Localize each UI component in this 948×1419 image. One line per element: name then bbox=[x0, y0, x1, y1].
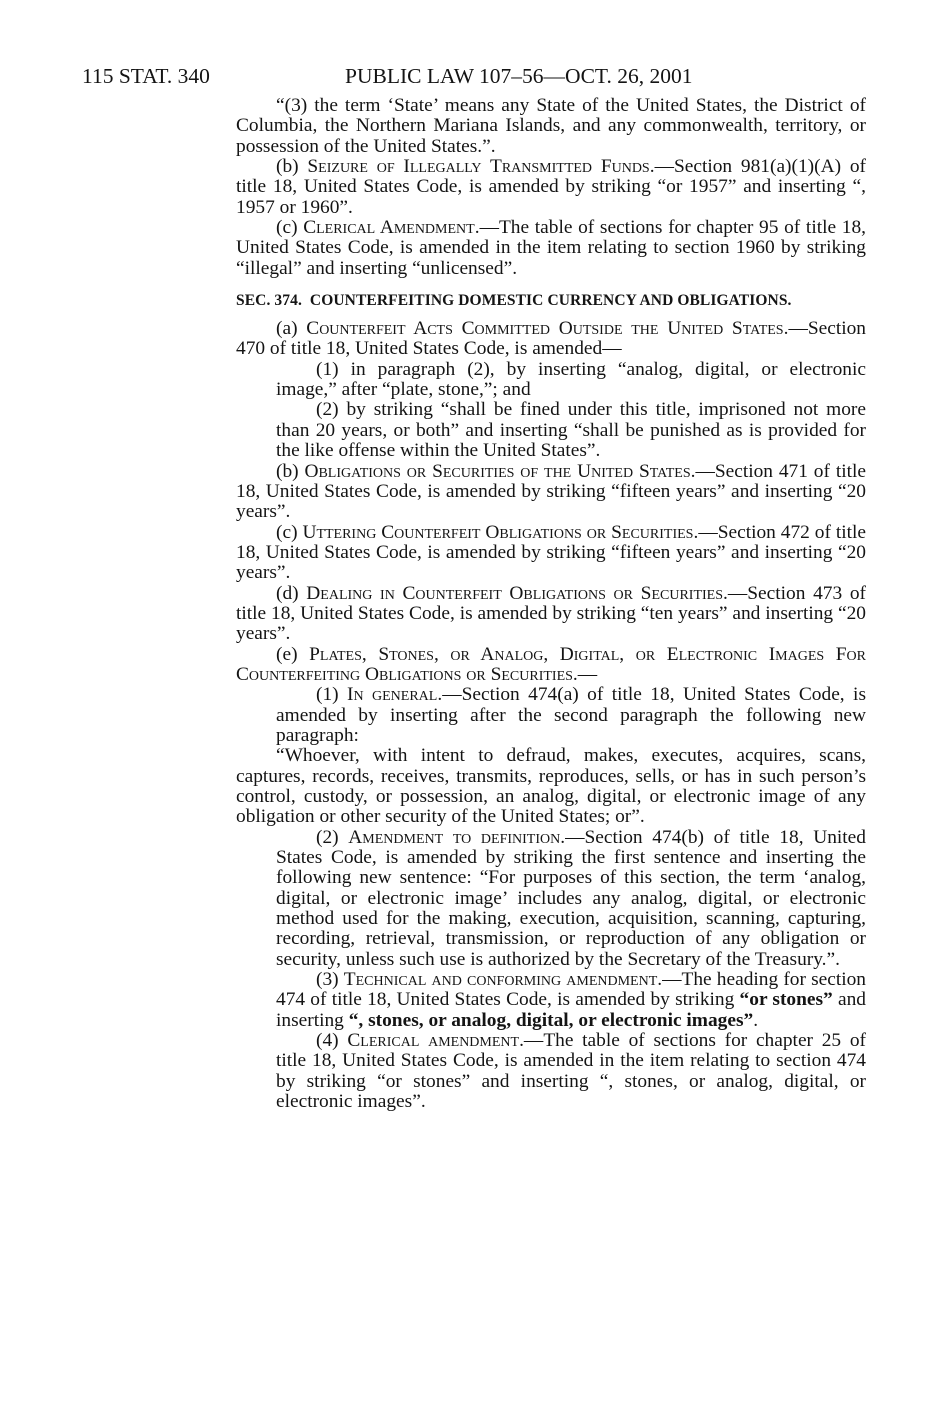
paragraph-text: —Section 474(a) of title 18, United States Code, is amended by inserting after the second paragraph the following new paragraph: bbox=[276, 684, 866, 746]
paragraph-b-seizure bbox=[236, 157, 866, 218]
subsection-label: (a) bbox=[276, 318, 307, 340]
statute-page-number: 115 STAT. 340 bbox=[82, 64, 210, 88]
subsection-heading: Counterfeit Acts Committed Outside the United States. bbox=[306, 318, 789, 340]
subsection-d bbox=[236, 584, 866, 645]
paragraph-e3: (3) Technical and conforming amendment.—The heading for section 474 of title 18, United States Code, is amended by striking “or stones” and inserting “, stones, or analog, digital, or electronic images”. bbox=[276, 969, 866, 1031]
paragraph-label: (3) bbox=[316, 969, 344, 991]
paragraph-heading: Technical and conforming amendment. bbox=[343, 969, 663, 991]
subsection-heading: Dealing in Counterfeit Obligations or Securities. bbox=[306, 582, 728, 604]
subsection-a-item-1: (1) in paragraph (2), by inserting “analog, digital, or electronic image,” after “plate, stone,”; and bbox=[276, 358, 866, 401]
subsection-b bbox=[236, 462, 866, 523]
subsection-a-item-2: (2) by striking “shall be fined under this title, imprisoned not more than 20 years, or both” and inserting “shall be punished as is provided for the like offense within the United States”. bbox=[276, 399, 866, 462]
subsection-a bbox=[236, 319, 866, 360]
paragraph-text: —The table of sections for chapter 25 of title 18, United States Code, is amended in the item relating to section 474 by striking “or stones” and inserting “, stones, or analog, digital, or electronic images”. bbox=[276, 1030, 866, 1113]
section-heading bbox=[236, 291, 866, 311]
inserted-heading-text: “, stones, or analog, digital, or electronic images” bbox=[348, 1009, 754, 1031]
paragraph-heading: Clerical Amendment. bbox=[303, 217, 480, 239]
subsection-label: (d) bbox=[276, 582, 307, 604]
paragraph-heading: Seizure of Illegally Transmitted Funds. bbox=[307, 156, 655, 178]
paragraph-text: —Section 474(b) of title 18, United States Code, is amended by striking the first sentence and inserting the following new sentence: “For purposes of this section, the term ‘analog, digital, or electronic image’ includes any analog, digital, or electronic method used for the making, execution, acquisition, scanning, capturing, recording, retrieval, transmission, or reproduction of any obligation or security, unless such use is authorized by the Secretary of the Treasury.”. bbox=[276, 826, 866, 970]
paragraph-c-clerical bbox=[236, 218, 866, 279]
paragraph-heading: In general. bbox=[347, 684, 443, 706]
paragraph-text: —Section 981(a)(1)(A) of title 18, United States Code, is amended by striking “or 1957” and inserting “, 1957 or 1960”. bbox=[236, 156, 866, 218]
subsection-label: (b) bbox=[276, 460, 305, 482]
public-law-citation: PUBLIC LAW 107–56—OCT. 26, 2001 bbox=[345, 64, 693, 88]
subsection-c bbox=[236, 523, 866, 584]
paragraph-label: (b) bbox=[276, 156, 308, 178]
document-body bbox=[236, 96, 866, 1113]
subsection-label: (c) bbox=[276, 521, 303, 543]
paragraph-e1 bbox=[236, 685, 866, 746]
paragraph-heading: Clerical amendment. bbox=[347, 1030, 524, 1052]
paragraph-label: (4) bbox=[316, 1030, 348, 1052]
section-number: SEC. 374. bbox=[236, 292, 302, 310]
paragraph-heading: Amendment to definition. bbox=[348, 826, 566, 848]
struck-heading-text: “or stones” bbox=[739, 989, 833, 1011]
subsection-heading: Obligations or Securities of the United States. bbox=[304, 460, 696, 482]
paragraph-label: (c) bbox=[276, 217, 304, 239]
paragraph-e2 bbox=[236, 828, 866, 970]
paragraph-label: (2) bbox=[316, 826, 349, 848]
subsection-text: —Section 471 of title 18, United States Code, is amended by striking “fifteen years” and inserting “20 years”. bbox=[236, 460, 866, 523]
subsection-label: (e) bbox=[276, 643, 310, 665]
subsection-text: —Section 473 of title 18, United States Code, is amended by striking “ten years” and inserting “20 years”. bbox=[236, 582, 866, 645]
inserted-quote-paragraph: “Whoever, with intent to defraud, makes, executes, acquires, scans, captures, records, receives, transmits, reproduces, sells, or has in such person’s control, custody, or possession, an analog, digital, or electronic image of any obligation or other security of the United States; or”. bbox=[236, 745, 866, 828]
subsection-heading: Plates, Stones, or Analog, Digital, or Electronic Images For Counterfeiting Obligations or Securities. bbox=[236, 643, 867, 685]
paragraph-label: (1) bbox=[316, 684, 348, 706]
subsection-text: —Section 470 of title 18, United States Code, is amended— bbox=[236, 318, 866, 360]
subsection-text: — bbox=[577, 663, 598, 685]
paragraph-text: —The table of sections for chapter 95 of title 18, United States Code, is amended in the item relating to section 1960 by striking “illegal” and inserting “unlicensed”. bbox=[236, 217, 866, 279]
state-definition-paragraph: “(3) the term ‘State’ means any State of the United States, the District of Columbia, the Northern Mariana Islands, and any commonwealth, territory, or possession of the United States.”. bbox=[236, 95, 866, 157]
subsection-heading: Uttering Counterfeit Obligations or Securities. bbox=[302, 521, 699, 543]
subsection-e bbox=[236, 645, 866, 686]
subsection-text: —Section 472 of title 18, United States Code, is amended by striking “fifteen years” and inserting “20 years”. bbox=[236, 521, 866, 584]
section-title: COUNTERFEITING DOMESTIC CURRENCY AND OBLIGATIONS. bbox=[309, 292, 792, 310]
paragraph-e4 bbox=[236, 1031, 866, 1112]
